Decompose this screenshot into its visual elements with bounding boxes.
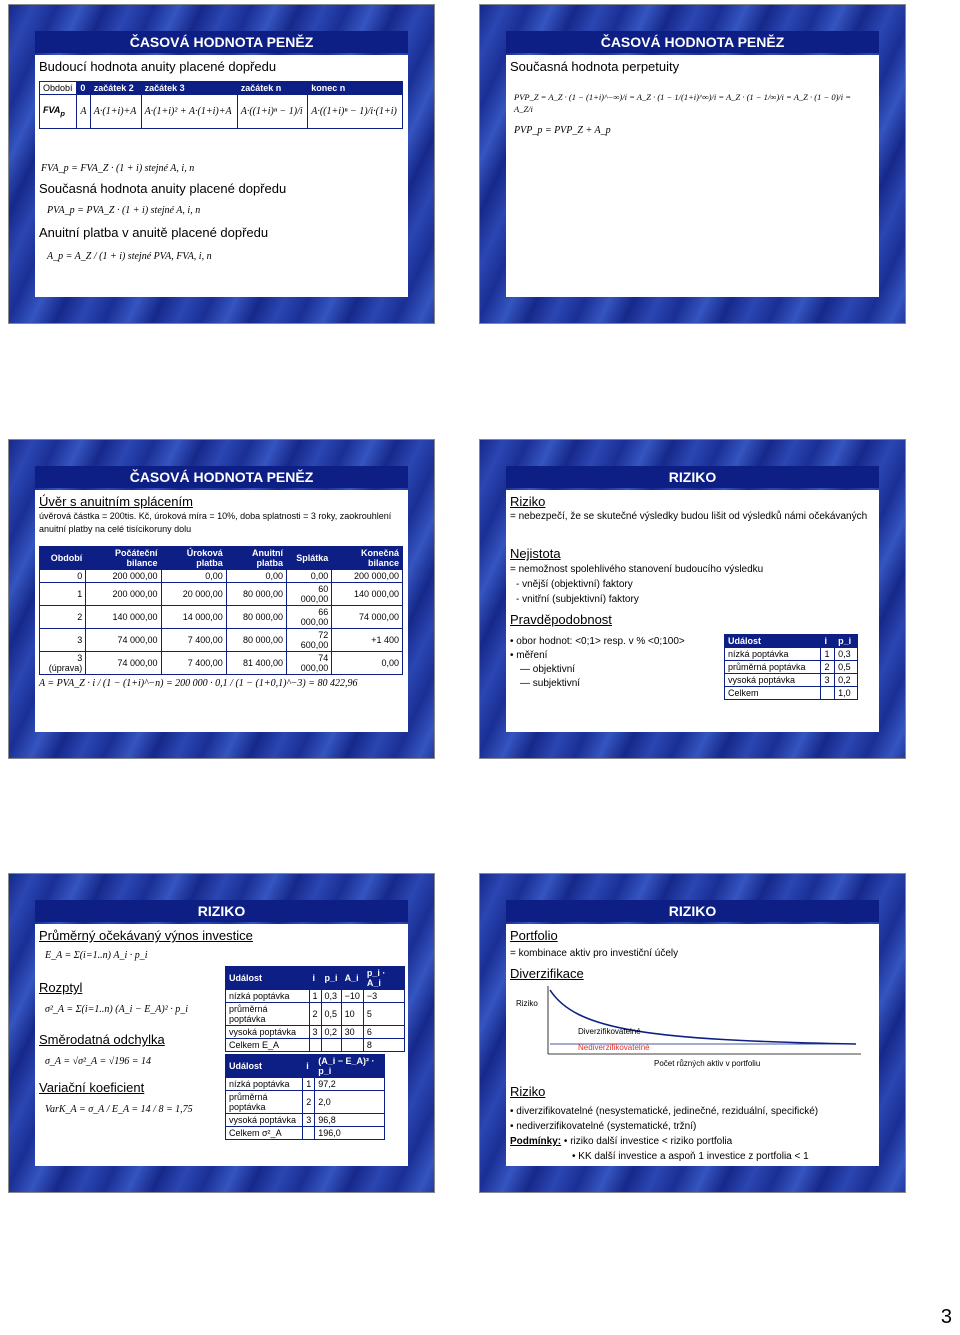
table-cell: 2 (40, 606, 86, 629)
slide-title: RIZIKO (506, 466, 879, 488)
table-header: 0 (77, 82, 90, 95)
table-cell: 20 000,00 (161, 583, 226, 606)
table-cell: 3 (303, 1114, 315, 1127)
table-cell (821, 687, 835, 700)
heading-variance: Rozptyl (39, 980, 83, 995)
table-cell: 3 (309, 1026, 321, 1039)
table-row (725, 661, 858, 674)
chart-curve-label: Diverzifikovatelné (578, 1027, 641, 1036)
table-cell: 0 (40, 570, 86, 583)
table-cell: +1 400 (332, 629, 403, 652)
table-header: Událost (226, 1055, 303, 1078)
formula-variation-coef: VarK_A = σ_A / E_A = 14 / 8 = 1,75 (45, 1104, 193, 1115)
table-header: Období (40, 547, 86, 570)
table-row (725, 674, 858, 687)
table-row (725, 687, 858, 700)
chart-flat-label: Nediverzifikovatelné (578, 1043, 650, 1052)
table-row (226, 1039, 405, 1052)
slide-loan (8, 439, 435, 759)
expected-table (225, 966, 405, 1052)
podminky-item: • KK další investice a aspoň 1 investice z portfolia < 1 (572, 1151, 809, 1162)
slide-body (506, 55, 879, 297)
podminky-row: Podmínky: • riziko další investice < riziko portfolia (510, 1136, 733, 1147)
table-cell: 1 (303, 1078, 315, 1091)
table-cell: 3 (40, 629, 86, 652)
bullet-item: • nediverzifikovatelné (systematické, tržní) (510, 1121, 697, 1132)
table-cell (341, 1039, 363, 1052)
heading-annuity-payment: Anuitní platba v anuitě placené dopředu (39, 225, 269, 240)
table-header: Konečná bilance (332, 547, 403, 570)
riziko-definition: = nebezpečí, že se skutečné výsledky budou lišit od výsledků námi očekávaných (510, 511, 868, 522)
table-cell: A·((1+i)ⁿ − 1)/i·(1+i) (308, 95, 403, 129)
table-cell: 66 000,00 (287, 606, 332, 629)
table-cell: 0,00 (332, 652, 403, 675)
slide-riziko-stats (8, 873, 435, 1193)
table-header: i (309, 967, 321, 990)
formula-std-dev: σ_A = √σ²_A = √196 = 14 (45, 1056, 151, 1067)
table-row (226, 1078, 385, 1091)
heading-fva: Budoucí hodnota anuity placené dopředu (39, 59, 277, 74)
table-cell: 0,2 (321, 1026, 341, 1039)
table-cell: vysoká poptávka (725, 674, 821, 687)
probability-table (724, 634, 858, 700)
table-cell: 1 (309, 990, 321, 1003)
table-cell: A (77, 95, 90, 129)
slide-title: RIZIKO (35, 900, 408, 922)
heading-riziko: Riziko (510, 494, 546, 509)
slide-perpetuity (479, 4, 906, 324)
formula-pvp-p: PVP_p = PVP_Z + A_p (514, 125, 611, 136)
table-row (226, 1003, 405, 1026)
table-cell: 1,0 (835, 687, 858, 700)
table-cell: 80 000,00 (226, 629, 286, 652)
heading-loan: Úvěr s anuitním splácením (39, 494, 193, 509)
slide-title: ČASOVÁ HODNOTA PENĚZ (506, 31, 879, 53)
table-cell: 2,0 (315, 1091, 385, 1114)
table-header: p_i (835, 635, 858, 648)
table-cell (303, 1127, 315, 1140)
table-cell (321, 1039, 341, 1052)
heading-perpetuity: Současná hodnota perpetuity (510, 59, 680, 74)
formula-a-p: A_p = A_Z / (1 + i) stejné PVA, FVA, i, n (47, 251, 212, 262)
table-cell: 3 (821, 674, 835, 687)
table-header: Událost (226, 967, 310, 990)
table-cell: 140 000,00 (332, 583, 403, 606)
bullet-item: • měření (510, 650, 548, 661)
formula-pva-p: PVA_p = PVA_Z · (1 + i) stejné A, i, n (47, 205, 201, 216)
slide-riziko-intro (479, 439, 906, 759)
table-cell: 1 (821, 648, 835, 661)
table-cell: A·(1+i)² + A·(1+i)+A (141, 95, 237, 129)
slide-title: ČASOVÁ HODNOTA PENĚZ (35, 466, 408, 488)
table-cell: 80 000,00 (226, 583, 286, 606)
table-cell: 72 600,00 (287, 629, 332, 652)
table-header: Úroková platba (161, 547, 226, 570)
table-cell: Celkem σ²_A (226, 1127, 303, 1140)
formula-pvp-z: PVP_Z = A_Z · (1 − (1+i)^−∞)/i = A_Z · (1 − 1/(1+i)^∞)/i = A_Z · (1 − 1/∞)/i = A_Z · (1 − 0)/i = A_Z/i (514, 92, 851, 114)
slide-body (506, 924, 879, 1166)
page-number: 3 (940, 1306, 952, 1328)
table-header: Období (40, 82, 77, 95)
table-row (226, 1127, 385, 1140)
table-cell: 2 (303, 1091, 315, 1114)
table-cell: 140 000,00 (86, 606, 161, 629)
slide-title: ČASOVÁ HODNOTA PENĚZ (35, 31, 408, 53)
table-cell: 200 000,00 (332, 570, 403, 583)
table-cell: průměrná poptávka (725, 661, 821, 674)
sub-item: — subjektivní (520, 678, 581, 689)
table-cell: 3 (úprava) (40, 652, 86, 675)
table-cell: Celkem E_A (226, 1039, 310, 1052)
table-cell: 0,5 (835, 661, 858, 674)
table-cell: 196,0 (315, 1127, 385, 1140)
table-row (226, 1091, 385, 1114)
heading-portfolio: Portfolio (510, 928, 558, 943)
table-cell: 80 000,00 (226, 606, 286, 629)
slide-title: RIZIKO (506, 900, 879, 922)
table-cell: 30 (341, 1026, 363, 1039)
slide-body (35, 55, 408, 297)
heading-nejistota: Nejistota (510, 546, 561, 561)
nejistota-item: - vnější (objektivní) faktory (516, 579, 633, 590)
table-cell: 74 000,00 (86, 652, 161, 675)
table-cell: A·(1+i)+A (90, 95, 141, 129)
formula-expected: E_A = Σ(i=1..n) A_i · p_i (45, 950, 148, 961)
diversification-chart (506, 982, 878, 1076)
table-header: konec n (308, 82, 403, 95)
table-header: Počáteční bilance (86, 547, 161, 570)
row-label: $FVA_p$ (40, 95, 77, 129)
heading-variation-coef: Variační koeficient (39, 1080, 145, 1095)
table-cell: 5 (363, 1003, 404, 1026)
bullet-item: • diverzifikovatelné (nesystematické, jedinečné, reziduální, specifické) (510, 1106, 819, 1117)
table-cell: 74 000,00 (86, 629, 161, 652)
chart-x-label: Počet různých aktiv v portfoliu (654, 1059, 761, 1068)
annuity-formula: A = PVA_Z · i / (1 − (1+i)^−n) = 200 000 · 0,1 / (1 − (1+0,1)^−3) = 80 422,96 (39, 678, 358, 689)
table-row (40, 570, 403, 583)
loan-table (39, 546, 403, 675)
variance-table (225, 1054, 385, 1140)
table-row (226, 1026, 405, 1039)
table-header: (A_i − E_A)² · p_i (315, 1055, 385, 1078)
table-header: Událost (725, 635, 821, 648)
slide-fva-annuity-due (8, 4, 435, 324)
table-cell: 2 (821, 661, 835, 674)
table-header: A_i (341, 967, 363, 990)
table-cell: 14 000,00 (161, 606, 226, 629)
table-cell: −10 (341, 990, 363, 1003)
table-header: začátek 3 (141, 82, 237, 95)
fva-table (39, 81, 403, 129)
nejistota-definition: = nemožnost spolehlivého stanovení budoucího výsledku (510, 564, 764, 575)
table-header: p_i (321, 967, 341, 990)
table-cell: 74 000,00 (332, 606, 403, 629)
portfolio-definition: = kombinace aktiv pro investiční účely (510, 948, 679, 959)
table-cell: 74 000,00 (287, 652, 332, 675)
loan-description: úvěrová částka = 200tis. Kč, úroková míra = 10%, doba splatnosti = 3 roky, zaokrouhlení anuitní platby na celé tisícikoruny dolu (39, 511, 392, 534)
table-cell: 0,3 (835, 648, 858, 661)
table-header: i (821, 635, 835, 648)
table-cell: vysoká poptávka (226, 1114, 303, 1127)
table-cell: 81 400,00 (226, 652, 286, 675)
table-cell: 60 000,00 (287, 583, 332, 606)
bullet-item: • obor hodnot: <0;1> resp. v % <0;100> (510, 636, 685, 647)
sub-item: — objektivní (520, 664, 576, 675)
table-cell: 0,3 (321, 990, 341, 1003)
slide-portfolio (479, 873, 906, 1193)
table-header: Splátka (287, 547, 332, 570)
table-row (40, 606, 403, 629)
table-row (40, 629, 403, 652)
table-cell: 6 (363, 1026, 404, 1039)
heading-diverzifikace: Diverzifikace (510, 966, 584, 981)
table-cell: 0,00 (161, 570, 226, 583)
table-cell: −3 (363, 990, 404, 1003)
table-cell: A·((1+i)ⁿ − 1)/i (237, 95, 308, 129)
table-cell: nízká poptávka (725, 648, 821, 661)
table-cell: 7 400,00 (161, 652, 226, 675)
table-cell: 10 (341, 1003, 363, 1026)
table-cell: 2 (309, 1003, 321, 1026)
slide-body (506, 490, 879, 732)
table-row (40, 652, 403, 675)
heading-riziko: Riziko (510, 1084, 546, 1099)
heading-pva: Současná hodnota anuity placené dopředu (39, 181, 287, 196)
table-row (226, 990, 405, 1003)
table-header: i (303, 1055, 315, 1078)
table-cell: 8 (363, 1039, 404, 1052)
table-cell: 0,00 (226, 570, 286, 583)
heading-std-dev: Směrodatná odchylka (39, 1032, 165, 1047)
table-cell: 7 400,00 (161, 629, 226, 652)
table-cell: 0,5 (321, 1003, 341, 1026)
table-cell: 97,2 (315, 1078, 385, 1091)
table-cell: průměrná poptávka (226, 1003, 310, 1026)
slide-body (35, 490, 408, 732)
formula-variance: σ²_A = Σ(i=1..n) (A_i − E_A)² · p_i (45, 1004, 189, 1015)
table-header: p_i · A_i (363, 967, 404, 990)
table-row (40, 583, 403, 606)
table-cell: nízká poptávka (226, 990, 310, 1003)
table-cell: průměrná poptávka (226, 1091, 303, 1114)
table-header: začátek 2 (90, 82, 141, 95)
table-cell: 200 000,00 (86, 570, 161, 583)
table-cell (309, 1039, 321, 1052)
table-cell: 0,2 (835, 674, 858, 687)
table-cell: Celkem (725, 687, 821, 700)
slide-body (35, 924, 408, 1166)
table-header: začátek n (237, 82, 308, 95)
heading-expected-return: Průměrný očekávaný výnos investice (39, 928, 253, 943)
table-cell: 96,8 (315, 1114, 385, 1127)
chart-y-label: Riziko (516, 999, 538, 1008)
table-cell: 1 (40, 583, 86, 606)
table-cell: 0,00 (287, 570, 332, 583)
table-row (226, 1114, 385, 1127)
table-cell: nízká poptávka (226, 1078, 303, 1091)
formula-fva-p: FVA_p = FVA_Z · (1 + i) stejné A, i, n (41, 163, 195, 174)
table-header: Anuitní platba (226, 547, 286, 570)
heading-pravdepodobnost: Pravděpodobnost (510, 612, 612, 627)
table-row (725, 648, 858, 661)
table-cell: vysoká poptávka (226, 1026, 310, 1039)
table-cell: 200 000,00 (86, 583, 161, 606)
nejistota-item: - vnitřní (subjektivní) faktory (516, 594, 639, 605)
